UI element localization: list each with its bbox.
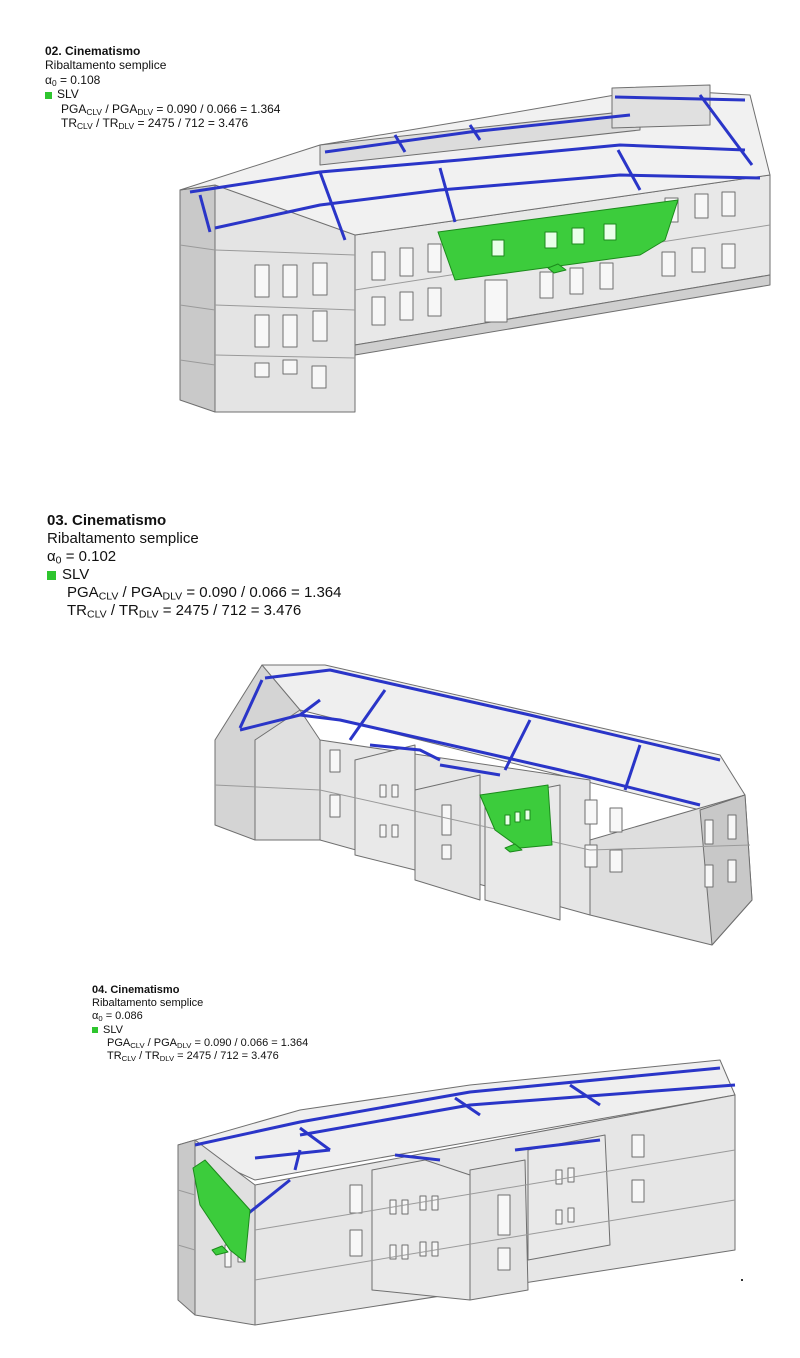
alpha-subscript: 0 (51, 77, 57, 88)
building-04-left-end (178, 1140, 195, 1315)
tr-label: TR (61, 115, 77, 130)
building-03-wing-left (355, 745, 415, 870)
pga-separator: / PGA (118, 584, 163, 601)
building-model-02 (180, 85, 770, 412)
building-04-wing-1 (372, 1160, 470, 1300)
pga-sub-clv: CLV (130, 1040, 145, 1050)
pga-separator: / PGA (102, 101, 138, 116)
building-02-tower (612, 85, 710, 128)
tr-sub-clv: CLV (77, 121, 93, 132)
pga-sub-dlv: DLV (162, 590, 183, 603)
tr-value: = 2475 / 712 = 3.476 (134, 115, 249, 130)
building-02-left-face (180, 185, 215, 412)
panel-04-title: 04. Cinematismo (92, 984, 180, 996)
panel-02-subtitle: Ribaltamento semplice (45, 58, 167, 73)
tr-label: TR (67, 602, 87, 619)
tr-separator: / TR (106, 602, 139, 619)
panel-03-subtitle: Ribaltamento semplice (47, 530, 199, 547)
tr-separator: / TR (92, 115, 119, 130)
tr-sub-clv: CLV (121, 1053, 137, 1063)
tr-label: TR (107, 1049, 122, 1062)
building-03-wing-mid (415, 775, 480, 900)
alpha-value: = 0.108 (59, 72, 101, 87)
tr-separator: / TR (136, 1049, 160, 1062)
alpha-value: = 0.102 (65, 548, 117, 565)
pga-separator: / PGA (144, 1036, 178, 1049)
building-model-03 (215, 665, 752, 945)
tr-sub-dlv: DLV (138, 608, 159, 621)
pga-sub-clv: CLV (86, 106, 103, 117)
tr-sub-dlv: DLV (118, 121, 135, 132)
tr-value: = 2475 / 712 = 3.476 (158, 602, 302, 619)
alpha-symbol: α (45, 72, 52, 87)
building-model-04 (178, 1060, 735, 1325)
alpha-symbol: α (47, 548, 56, 565)
stray-dot (741, 1279, 743, 1281)
legend-label: SLV (62, 566, 90, 583)
tr-sub-dlv: DLV (159, 1053, 175, 1063)
legend-label: SLV (103, 1023, 123, 1036)
alpha-symbol: α (92, 1010, 99, 1023)
pga-label: PGA (107, 1036, 131, 1049)
alpha-subscript: 0 (98, 1014, 103, 1024)
pga-value: = 0.090 / 0.066 = 1.364 (182, 584, 342, 601)
alpha-value: = 0.086 (105, 1010, 143, 1023)
tr-sub-clv: CLV (87, 608, 107, 621)
pga-sub-dlv: DLV (177, 1040, 192, 1050)
building-04-wing-3 (528, 1135, 610, 1260)
pga-value: = 0.090 / 0.066 = 1.364 (153, 101, 281, 116)
panel-02-title: 02. Cinematismo (45, 44, 141, 58)
pga-label: PGA (61, 101, 87, 116)
panel-04-subtitle: Ribaltamento semplice (92, 997, 204, 1010)
alpha-subscript: 0 (55, 554, 62, 567)
pga-sub-clv: CLV (98, 590, 119, 603)
pga-sub-dlv: DLV (137, 106, 154, 117)
legend-label: SLV (57, 87, 79, 102)
tr-value: = 2475 / 712 = 3.476 (174, 1049, 279, 1062)
panel-03-title: 03. Cinematismo (47, 512, 167, 529)
pga-label: PGA (67, 584, 99, 601)
pga-value: = 0.090 / 0.066 = 1.364 (191, 1036, 309, 1049)
